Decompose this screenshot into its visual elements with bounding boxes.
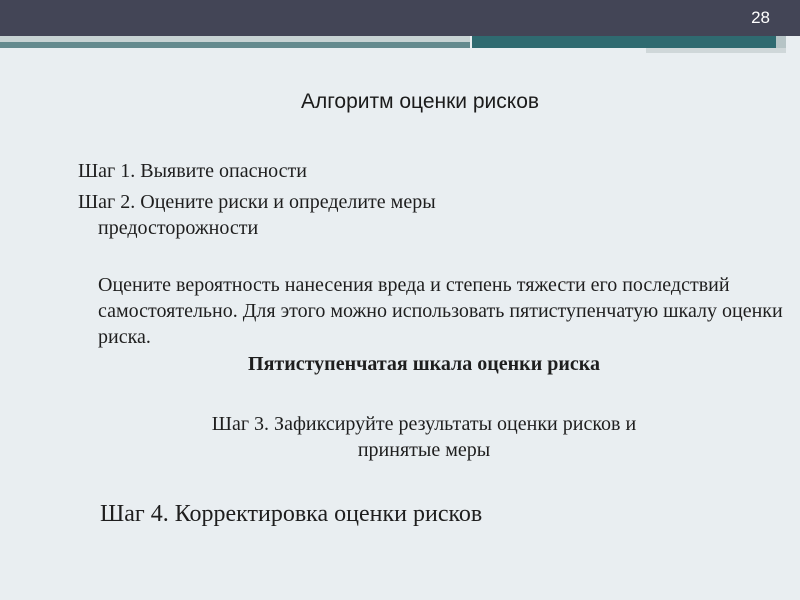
stripe-dark — [472, 36, 776, 48]
stripe-end — [776, 36, 786, 48]
decorative-stripes — [0, 36, 800, 60]
slide-title: Алгоритм оценки рисков — [300, 90, 540, 113]
step-3-line-2: принятые меры — [357, 439, 491, 461]
stripe-thin — [646, 48, 786, 53]
step-4: Шаг 4. Корректировка оценки рисков — [100, 501, 483, 527]
step-3-line-1: Шаг 3. Зафиксируйте результаты оценки рисков и — [211, 413, 637, 435]
step-1: Шаг 1. Выявите опасности — [78, 160, 307, 182]
instruction-paragraph: Оцените вероятность нанесения вреда и степень тяжести его последствий самостоятельно. Для этого можно использовать пятиступенчатую шкалу оценки риска. — [98, 274, 783, 348]
top-banner — [0, 0, 800, 36]
stripe-mid — [0, 42, 470, 48]
step-3 — [100, 411, 748, 463]
step-2-line-1: Шаг 2. Оцените риски и определите меры — [78, 191, 436, 213]
slide-number: 28 — [751, 8, 770, 27]
step-2-line-2: предосторожности — [98, 217, 259, 239]
scale-heading: Пятиступенчатая шкала оценки риска — [248, 353, 600, 375]
step-2 — [78, 189, 598, 241]
